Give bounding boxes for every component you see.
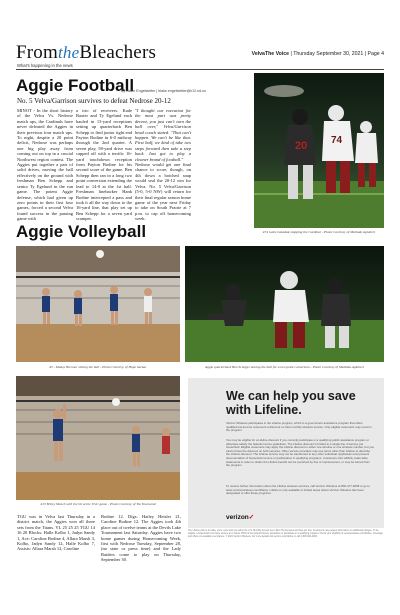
volleyball-column-1 [17,514,95,552]
lifeline-advertisement [188,378,384,528]
volleyball-col2-text: Bodine 12. Digs: Hailey Heisler 21, Caroline Bodine 12. The Aggies took 4th place out of twelve teams at the Devils Lake Tournament last Saturday. Aggies have two home games during Homecoming Week, first with Nedrose Tuesday, September 28, (no state or press time) and the Lady Raiders come to play on Thursday, September 30. [101,514,181,563]
masthead [16,44,384,66]
ad-fine-print: The Lifeline plan is for data, voice, texts and use within the U.S. Monthly Access fee is $12.75 plus taxes and fees per line. Customers may request information on additional charges. To be eligible, a household must have income at or below 135% of the federal Poverty Guidelines or participate in a qualifying program. Check your eligibility at verizonwireless.com/lifeline. Coverage and offers not available everywhere. © 2021 Verizon Wireless. For more details visit verizon.com/lifeline or call 1-800-922-0204. [188,530,383,538]
ad-paragraph-2: You may be eligible for a Lifeline discount if you currently participate in a qualifying public assistance program or otherwise satisfy the federal income guidelines. The Lifeline discount is limited to a single line of service per household. Eligible customers may apply the Lifeline discount to either one wireline or one wireless number, but you cannot have the discount on both services. Other service providers may use terms other than Lifeline to describe the Lifeline discount. The Lifeline service may not be transferred to any other individual. Applicants must present documentation of household income or participation in qualifying programs. Customers who willfully make false statements in order to obtain the Lifeline benefit can be punished by fine or imprisonment, or may be barred from the program. [226,438,374,468]
football-column-1 [17,108,73,222]
volleyball-photo-hit-caption: #13 Briley Mosch with the hit at the TGU game - Photo Courtesy of Tia Townsend [40,502,156,506]
football-col3-text: Nedrose would get one final chance to score, though, on 4th down a botched snap would seal the 20-12 win for Velva. No. 5 Velva/Garrison (5-0, 5-0 NW) will return for their final regular season home game of the year next Friday to take on South Prairie at 7 p.m. to cap off homecoming week. [135,162,191,222]
masthead-separator: | [290,51,294,57]
football-photo-run-caption: Aggie quarterback Ben Schepp running the ball for a two point conversion - Photo Courtesy of Malinda Aglubert [205,365,364,369]
volleyball-column-2 [101,514,181,563]
issue-date: Thursday September 30, 2021 [293,51,364,57]
football-photo-run-image [185,246,384,362]
masthead-title [16,42,156,64]
volleyball-photo-set-caption: #5 - Makoy Brenner setting the ball - Photo Courtesy of Hope Sackar [49,365,147,369]
svg-text:74: 74 [331,135,343,146]
football-photo-tackle [254,73,384,228]
football-byline: By Blake Engelstetter | blake.engelstetter@k12.nd.us [121,89,206,93]
football-column-3 [135,108,191,222]
volleyball-photo-hit-image [16,376,180,500]
masthead-title-the: the [57,43,80,62]
volleyball-photo-hit [16,376,180,500]
page-number: Page 4 [367,51,384,57]
masthead-title-bleachers: Bleachers [79,42,157,63]
ad-paragraph-3: To receive further information about the Lifeline wireless services, call Verizon Wireless at 800-477-2848 or go to www.verizonwireless.com/lifeline. Lifeline is only available in limited areas where Verizon Wireless has been designated to offer these programs. [226,484,370,496]
publication-name: Velva [251,51,265,57]
ad-paragraph-1: Verizon Wireless participates in the Lifeline program, which is a government assistance program that offers qualified low-income customers a discount on their monthly wireless service. Only eligible customers may enroll in the program. [226,421,372,433]
football-col1-text: MINOT - In the short history of the Velva Vs. Nedrose match ups, the Cardinals have never defeated the Aggies in their previous four match ups. To night, despite a 20 point deficit, Nedrose was perhaps one big play away from coming out on top in a crucial Northwest region contest. The Aggies put together a pair of solid drives, moving the ball effectively on the ground with freshman Ben Schepp and senior Ty Egelund in the run game. The potent Aggie defense, which had given up zero points in their first four games, forced a second Velva found success in the passing game with [17,108,73,222]
football-photo-tackle-caption: #74 Gabe Lakodak stopping the Cardinal - Photo Courtesy of Malinda Aglubert [262,230,376,234]
masthead-subtitle: What's happening in the news [17,63,73,68]
masthead-rule [16,69,384,70]
football-column-2 [76,108,132,222]
football-subhead: No. 5 Velva/Garrison survives to defeat Nedrose 20-12 [17,97,171,105]
volleyball-photo-set [16,246,180,362]
svg-text:20: 20 [295,140,308,152]
coach-quote: "I thought our execution for the most part was pretty decent, you just can't turn the ball over," Velva/Garrison head coach stated. "That can't happen. We can't be like that. First half, we kind of take two steps forward then take a step back. Just got to play a cleaner brand of football." [135,108,191,162]
masthead-title-from: From [16,42,58,63]
football-heading: Aggie Football [16,76,135,95]
football-col2-text: a trio of receivers. Kade Baxter and Ty Egelund each hauled in 13-yard receptions setting up quarterback Ben Schepp to find junior tight end Payton Bodine in 6-0 midway through the 2nd quarter. A seven play, 58-yard drive was capped off with a terrific 16-yard touchdown reception from Payton Bodine for his second score of the game. Ben Schepp then ran in a long two point conversion extending the lead to 14-0 at the 1st half. Freshman linebacker Hank Bodine intercepted a pass and took it all the way down to the 16-yard line, that play set up Ben Schepp for a seven yard scamper. [76,108,132,222]
ad-headline: We can help you save with Lifeline. [226,389,356,417]
masthead-info [252,51,384,57]
verizon-logo-text: verizon [226,514,249,521]
publication-suffix: The Voice [264,51,290,57]
volleyball-photo-set-image [16,246,180,362]
football-photo-run [185,246,384,362]
football-photo-tackle-image [254,73,384,228]
volleyball-col1-text: TGU was in Velva last Thursday in a district match, the Aggies won all three sets from the Titans. VL 25 25 25 TGU 14 16 20 Blocks: Halle Kolbo 1, Jadyn Sandy 1, Ace: Caroline Bodine 4, Allara Marsh 3, Kolbo, Jadyn Sandy 12, Halle Kolbo 7, Assists: Allara Marsh 12, Caroline [17,514,95,552]
volleyball-heading: Aggie Volleyball [16,222,147,241]
verizon-logo [226,513,254,521]
masthead-separator: | [364,51,368,57]
verizon-check-icon: ✓ [248,514,255,521]
